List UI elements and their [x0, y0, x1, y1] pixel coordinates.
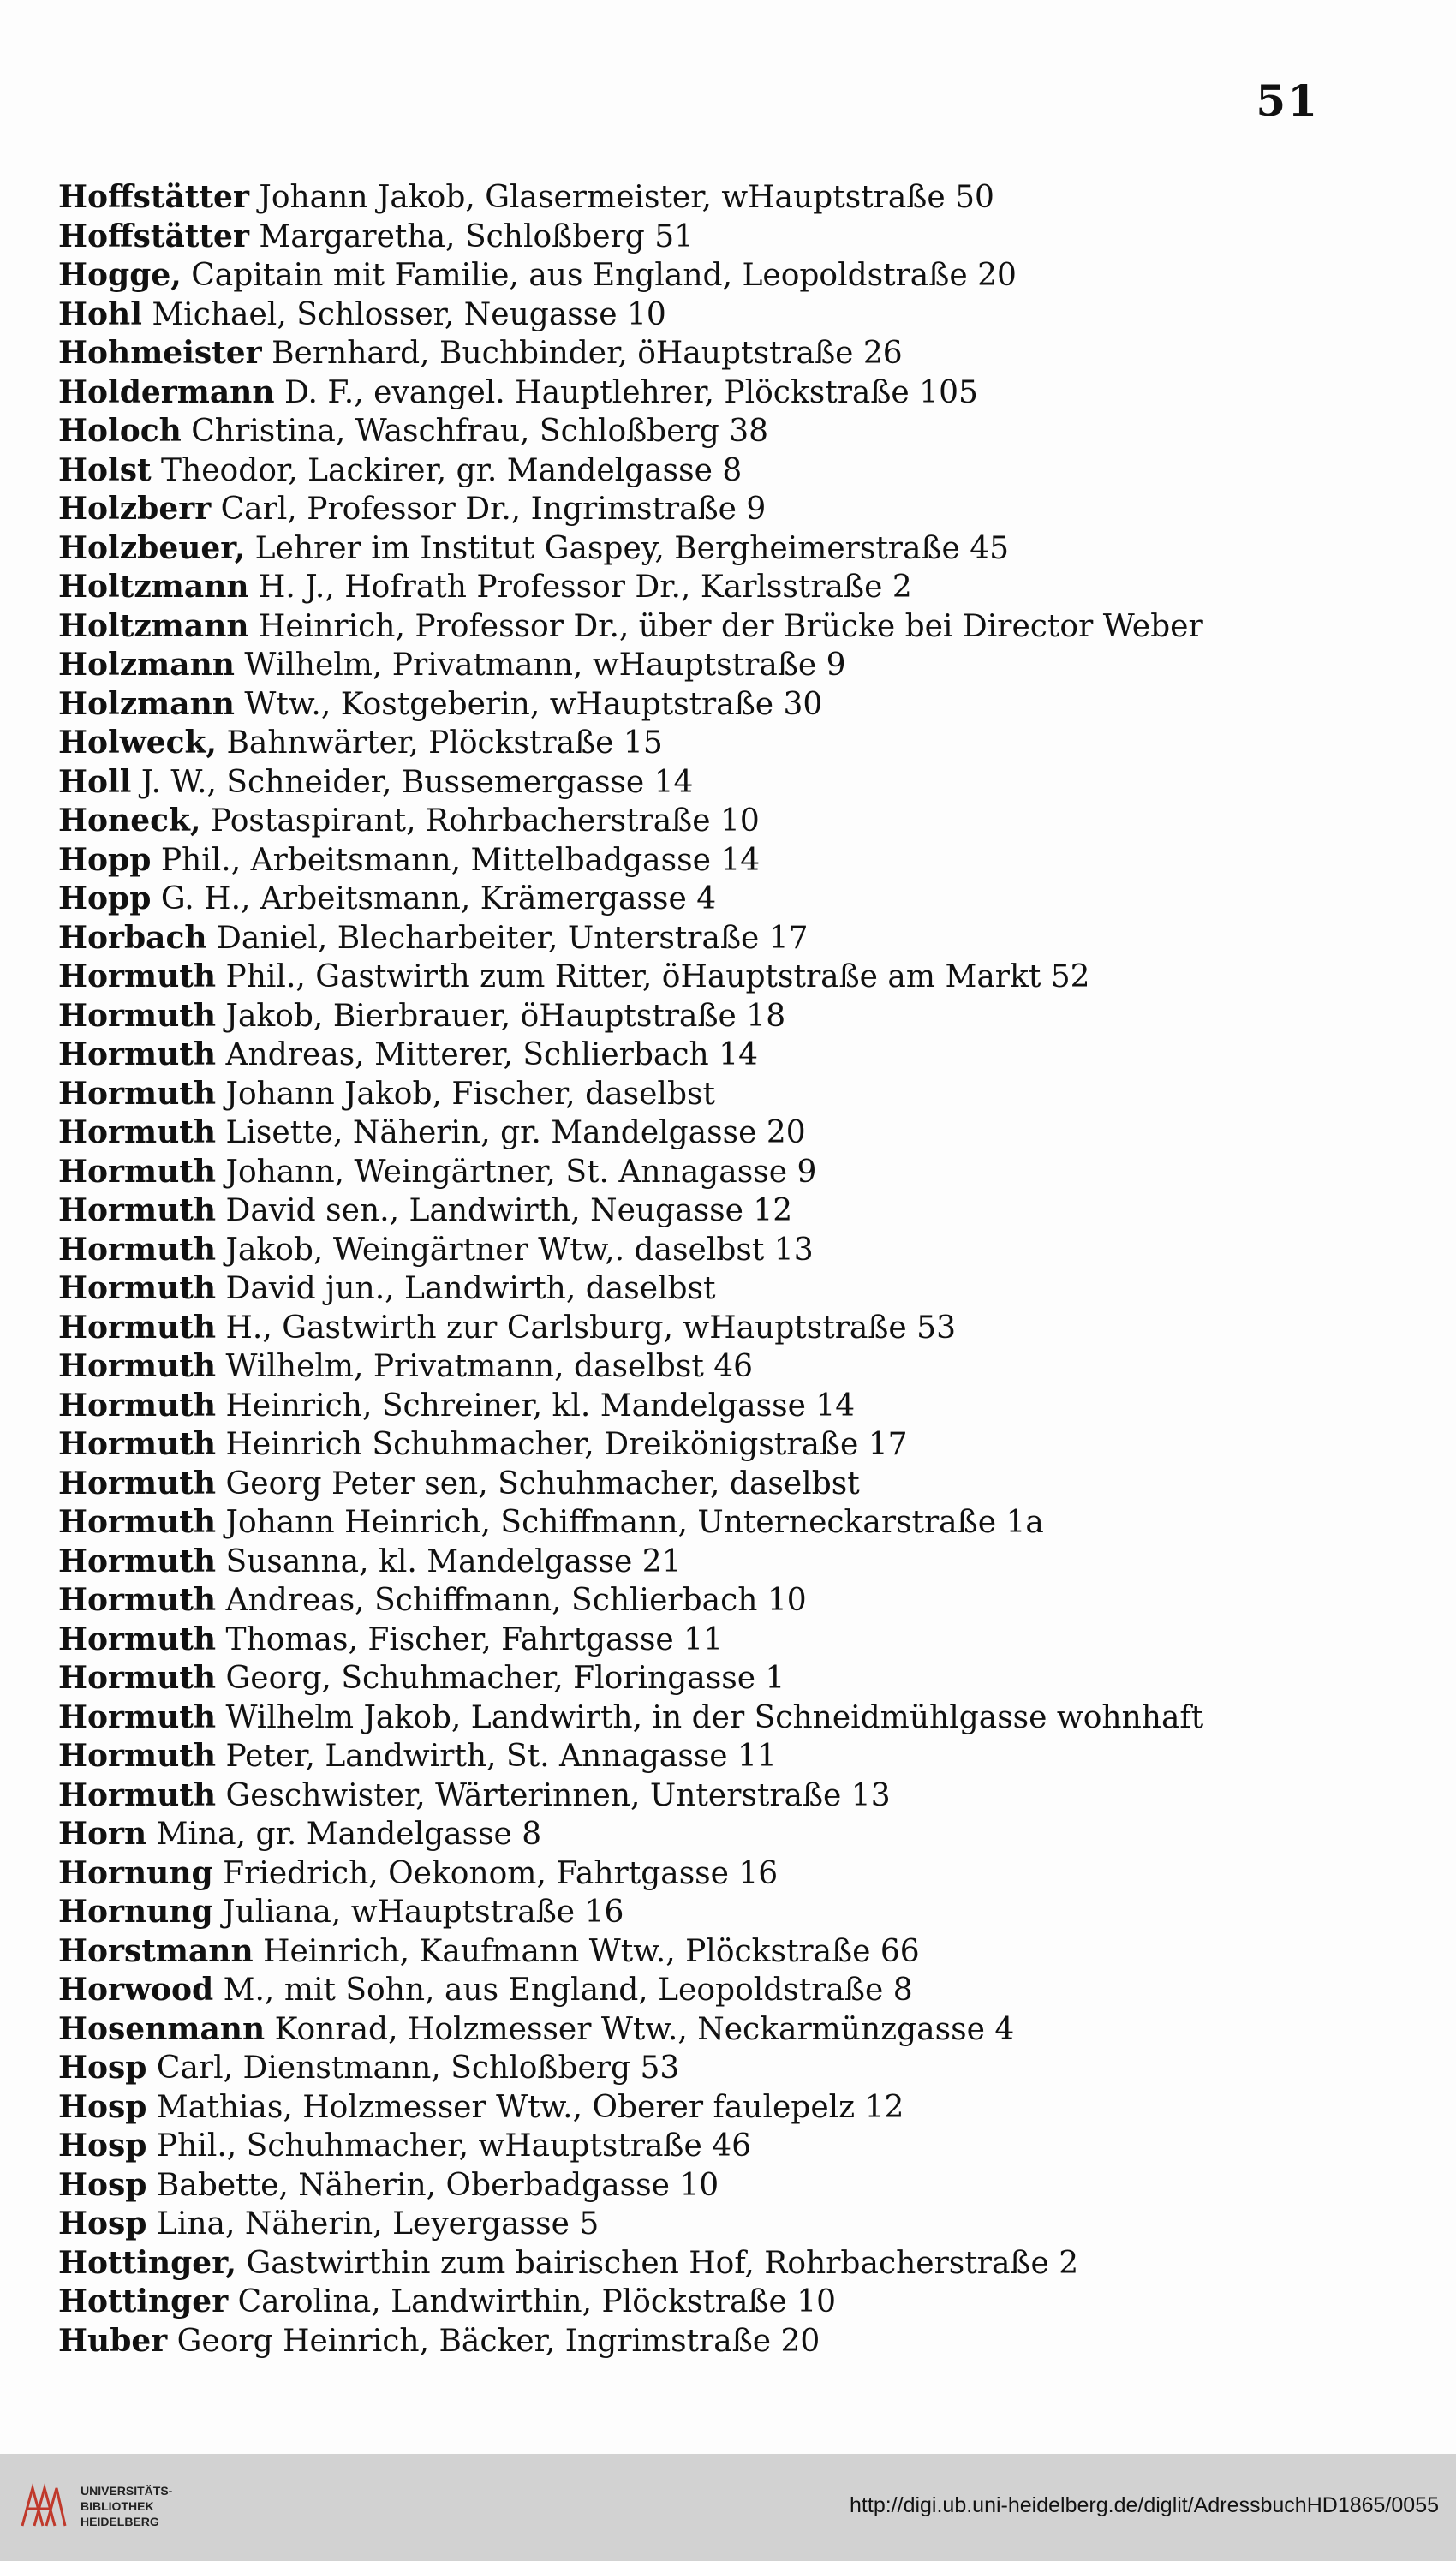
directory-entry	[58, 1932, 1317, 1972]
directory-entry	[58, 2010, 1317, 2050]
page-number: 51	[1256, 75, 1319, 126]
directory-entry	[58, 958, 1317, 997]
entry-details: Lehrer im Institut Gaspey, Bergheimerstraße 45	[245, 530, 1010, 566]
entry-surname: Holzberr	[58, 491, 212, 527]
directory-entry	[58, 1543, 1317, 1582]
entry-details: Wilhelm, Privatmann, wHauptstraße 9	[234, 648, 846, 683]
directory-entry	[58, 1425, 1317, 1465]
entry-surname: Hormuth	[58, 1387, 217, 1424]
directory-entry	[58, 373, 1317, 413]
entry-details: Wilhelm Jakob, Landwirth, in der Schneidmühlgasse wohnhaft	[216, 1699, 1204, 1735]
directory-entry	[58, 412, 1317, 451]
entry-details: Thomas, Fischer, Fahrtgasse 11	[216, 1621, 723, 1657]
entry-surname: Hormuth	[58, 1698, 217, 1735]
entry-surname: Hormuth	[58, 958, 217, 994]
entry-surname: Hogge,	[58, 257, 182, 293]
directory-entry	[58, 1776, 1317, 1816]
entry-surname: Hosenmann	[58, 2010, 266, 2047]
entry-details: Georg Heinrich, Bäcker, Ingrimstraße 20	[167, 2323, 820, 2359]
entry-surname: Hormuth	[58, 1426, 217, 1462]
entry-details: Carl, Professor Dr., Ingrimstraße 9	[211, 492, 767, 527]
directory-entry	[58, 2205, 1317, 2244]
entry-details: Georg Peter sen, Schuhmacher, daselbst	[216, 1466, 860, 1501]
library-name-line: BIBLIOTHEK	[81, 2499, 154, 2513]
entry-details: Geschwister, Wärterinnen, Unterstraße 13	[216, 1777, 891, 1813]
entry-details: Michael, Schlosser, Neugasse 10	[141, 296, 666, 332]
entry-surname: Hormuth	[58, 1621, 217, 1657]
entry-surname: Hormuth	[58, 1192, 217, 1228]
entry-surname: Hormuth	[58, 1776, 217, 1813]
directory-entry	[58, 2049, 1317, 2088]
directory-entry	[58, 451, 1317, 491]
entry-details: Georg, Schuhmacher, Floringasse 1	[216, 1661, 785, 1696]
entry-details: Wtw., Kostgeberin, wHauptstraße 30	[234, 686, 823, 722]
entry-surname: Hohl	[58, 296, 142, 332]
directory-entry	[58, 997, 1317, 1036]
directory-entry	[58, 178, 1317, 218]
directory-entry	[58, 763, 1317, 803]
entry-details: Friedrich, Oekonom, Fahrtgasse 16	[212, 1855, 779, 1891]
entry-details: Konrad, Holzmesser Wtw., Neckarmünzgasse 4	[265, 2011, 1015, 2047]
entry-surname: Hosp	[58, 2088, 147, 2125]
entry-surname: Hosp	[58, 2128, 147, 2164]
directory-entry	[58, 1387, 1317, 1426]
entry-surname: Hosp	[58, 2050, 147, 2086]
entry-details: Mathias, Holzmesser Wtw., Oberer faulepelz 12	[146, 2089, 904, 2125]
entry-details: Johann Jakob, Glasermeister, wHauptstraße 50	[248, 180, 994, 215]
entry-surname: Hormuth	[58, 1270, 217, 1306]
directory-entry	[58, 1737, 1317, 1776]
entry-surname: Hormuth	[58, 1036, 217, 1072]
entry-surname: Hormuth	[58, 1738, 217, 1774]
entry-details: D. F., evangel. Hauptlehrer, Plöckstraße 105	[274, 374, 978, 410]
directory-entry	[58, 256, 1317, 296]
entry-details: Bahnwärter, Plöckstraße 15	[217, 725, 663, 761]
entry-details: Wilhelm, Privatmann, daselbst 46	[216, 1349, 754, 1384]
directory-entry	[58, 1153, 1317, 1192]
entry-details: Phil., Schuhmacher, wHauptstraße 46	[146, 2128, 752, 2164]
directory-entry	[58, 1465, 1317, 1504]
directory-entry	[58, 490, 1317, 529]
directory-entry	[58, 841, 1317, 881]
entry-surname: Holdermann	[58, 373, 275, 410]
directory-entry	[58, 529, 1317, 569]
entry-surname: Hormuth	[58, 1660, 217, 1696]
entry-details: David jun., Landwirth, daselbst	[216, 1271, 716, 1306]
entry-surname: Hottinger	[58, 2283, 229, 2319]
entry-details: Johann, Weingärtner, St. Annagasse 9	[216, 1154, 817, 1190]
directory-entry	[58, 724, 1317, 763]
entry-surname: Huber	[58, 2322, 168, 2359]
directory-entry	[58, 1971, 1317, 2010]
directory-entry	[58, 1269, 1317, 1309]
entry-details: Mina, gr. Mandelgasse 8	[146, 1817, 542, 1852]
directory-entry	[58, 607, 1317, 647]
entry-surname: Hormuth	[58, 1231, 217, 1268]
entry-surname: Hornung	[58, 1894, 213, 1930]
entry-surname: Hormuth	[58, 1114, 217, 1150]
entry-details: Andreas, Mitterer, Schlierbach 14	[216, 1037, 758, 1072]
directory-entry	[58, 802, 1317, 841]
library-name-line: HEIDELBERG	[81, 2515, 159, 2528]
entry-details: Lisette, Näherin, gr. Mandelgasse 20	[216, 1115, 806, 1150]
entry-details: Theodor, Lackirer, gr. Mandelgasse 8	[151, 452, 743, 488]
entry-surname: Hormuth	[58, 1075, 217, 1112]
entry-surname: Hosp	[58, 2166, 147, 2203]
directory-entry	[58, 1698, 1317, 1738]
entry-surname: Hopp	[58, 881, 152, 916]
directory-entry	[58, 1503, 1317, 1543]
entry-details: Heinrich Schuhmacher, Dreikönigstraße 17	[216, 1427, 908, 1462]
entry-surname: Horwood	[58, 1972, 214, 2008]
entry-details: David sen., Landwirth, Neugasse 12	[216, 1193, 793, 1228]
entry-details: Heinrich, Schreiner, kl. Mandelgasse 14	[216, 1388, 856, 1424]
entry-details: Capitain mit Familie, aus England, Leopoldstraße 20	[181, 258, 1017, 293]
directory-entry	[58, 296, 1317, 335]
entry-surname: Honeck,	[58, 803, 201, 839]
directory-entry	[58, 1309, 1317, 1348]
entry-details: Margaretha, Schloßberg 51	[248, 218, 695, 254]
directory-entry	[58, 1347, 1317, 1387]
directory-entry	[58, 1815, 1317, 1854]
entry-details: Postaspirant, Rohrbacherstraße 10	[200, 803, 760, 839]
entry-details: Jakob, Bierbrauer, öHauptstraße 18	[216, 998, 786, 1034]
entry-details: Susanna, kl. Mandelgasse 21	[216, 1543, 682, 1579]
entry-surname: Hormuth	[58, 1543, 217, 1579]
directory-entry	[58, 1231, 1317, 1270]
directory-entry	[58, 1621, 1317, 1660]
entry-surname: Hopp	[58, 841, 152, 878]
entry-surname: Holweck,	[58, 725, 217, 761]
entry-surname: Hormuth	[58, 997, 217, 1034]
entry-surname: Hormuth	[58, 1153, 217, 1190]
entry-surname: Holzmann	[58, 647, 235, 683]
directory-entry	[58, 2166, 1317, 2206]
directory-entry	[58, 880, 1317, 919]
entry-details: Carl, Dienstmann, Schloßberg 53	[146, 2051, 680, 2086]
directory-entry	[58, 334, 1317, 373]
entry-surname: Hoffstätter	[58, 218, 249, 254]
entry-surname: Hohmeister	[58, 335, 262, 371]
directory-entries	[58, 178, 1317, 2361]
library-name	[81, 2483, 172, 2529]
directory-entry	[58, 2283, 1317, 2322]
directory-entry	[58, 218, 1317, 257]
entry-surname: Hoffstätter	[58, 179, 249, 215]
entry-surname: Horbach	[58, 919, 207, 956]
entry-surname: Hormuth	[58, 1309, 217, 1346]
directory-entry	[58, 646, 1317, 685]
entry-surname: Holtzmann	[58, 569, 249, 605]
directory-entry	[58, 1036, 1317, 1075]
entry-details: Heinrich, Professor Dr., über der Brücke bei Director Weber	[248, 608, 1203, 644]
entry-surname: Holst	[58, 451, 152, 488]
entry-surname: Holzmann	[58, 685, 235, 722]
directory-entry	[58, 1113, 1317, 1153]
directory-entry	[58, 1854, 1317, 1894]
entry-surname: Hosp	[58, 2206, 147, 2242]
entry-surname: Horn	[58, 1816, 147, 1852]
entry-surname: Holl	[58, 763, 132, 800]
directory-entry	[58, 1191, 1317, 1231]
viewer-footer	[0, 2454, 1456, 2561]
entry-surname: Horstmann	[58, 1932, 254, 1969]
directory-entry	[58, 2244, 1317, 2283]
entry-details: M., mit Sohn, aus England, Leopoldstraße 8	[213, 1973, 913, 2008]
entry-details: Juliana, wHauptstraße 16	[212, 1895, 624, 1930]
entry-surname: Hornung	[58, 1854, 213, 1891]
entry-surname: Holzbeuer,	[58, 529, 246, 566]
directory-entry	[58, 2088, 1317, 2128]
entry-surname: Hormuth	[58, 1582, 217, 1618]
entry-details: Lina, Näherin, Leyergasse 5	[146, 2206, 600, 2242]
directory-entry	[58, 2127, 1317, 2166]
library-name-line: UNIVERSITÄTS-	[81, 2484, 173, 2498]
directory-entry	[58, 919, 1317, 958]
directory-entry	[58, 2322, 1317, 2361]
entry-details: Daniel, Blecharbeiter, Unterstraße 17	[206, 920, 809, 956]
source-url[interactable]: http://digi.ub.uni-heidelberg.de/diglit/AdressbuchHD1865/0055	[850, 2493, 1439, 2517]
entry-surname: Hormuth	[58, 1504, 217, 1540]
entry-surname: Hormuth	[58, 1348, 217, 1384]
entry-details: Peter, Landwirth, St. Annagasse 11	[216, 1739, 777, 1774]
directory-entry	[58, 568, 1317, 607]
entry-details: H. J., Hofrath Professor Dr., Karlsstraße 2	[248, 570, 912, 605]
entry-details: Christina, Waschfrau, Schloßberg 38	[181, 414, 769, 449]
entry-details: Heinrich, Kaufmann Wtw., Plöckstraße 66	[253, 1933, 920, 1969]
entry-surname: Hormuth	[58, 1465, 217, 1501]
entry-details: Bernhard, Buchbinder, öHauptstraße 26	[261, 336, 903, 371]
entry-details: H., Gastwirth zur Carlsburg, wHauptstraße 53	[216, 1310, 956, 1346]
directory-entry	[58, 1075, 1317, 1114]
entry-details: Johann Jakob, Fischer, daselbst	[216, 1076, 715, 1112]
entry-details: Andreas, Schiffmann, Schlierbach 10	[216, 1583, 807, 1618]
entry-details: Carolina, Landwirthin, Plöckstraße 10	[228, 2284, 837, 2319]
entry-details: Gastwirthin zum bairischen Hof, Rohrbacherstraße 2	[236, 2245, 1079, 2281]
directory-entry	[58, 1581, 1317, 1621]
entry-details: Johann Heinrich, Schiffmann, Unterneckarstraße 1a	[216, 1505, 1044, 1540]
directory-entry	[58, 1659, 1317, 1698]
entry-details: Babette, Näherin, Oberbadgasse 10	[146, 2167, 719, 2203]
directory-entry	[58, 1893, 1317, 1932]
entry-surname: Holtzmann	[58, 607, 249, 644]
entry-surname: Hottinger,	[58, 2244, 237, 2281]
entry-details: J. W., Schneider, Bussemergasse 14	[131, 764, 694, 800]
university-seal-icon	[15, 2480, 69, 2533]
entry-details: G. H., Arbeitsmann, Krämergasse 4	[151, 881, 717, 916]
entry-details: Phil., Arbeitsmann, Mittelbadgasse 14	[151, 842, 761, 878]
entry-details: Phil., Gastwirth zum Ritter, öHauptstraße am Markt 52	[216, 959, 1090, 994]
entry-details: Jakob, Weingärtner Wtw,. daselbst 13	[216, 1232, 814, 1268]
directory-entry	[58, 685, 1317, 725]
entry-surname: Holoch	[58, 413, 182, 449]
